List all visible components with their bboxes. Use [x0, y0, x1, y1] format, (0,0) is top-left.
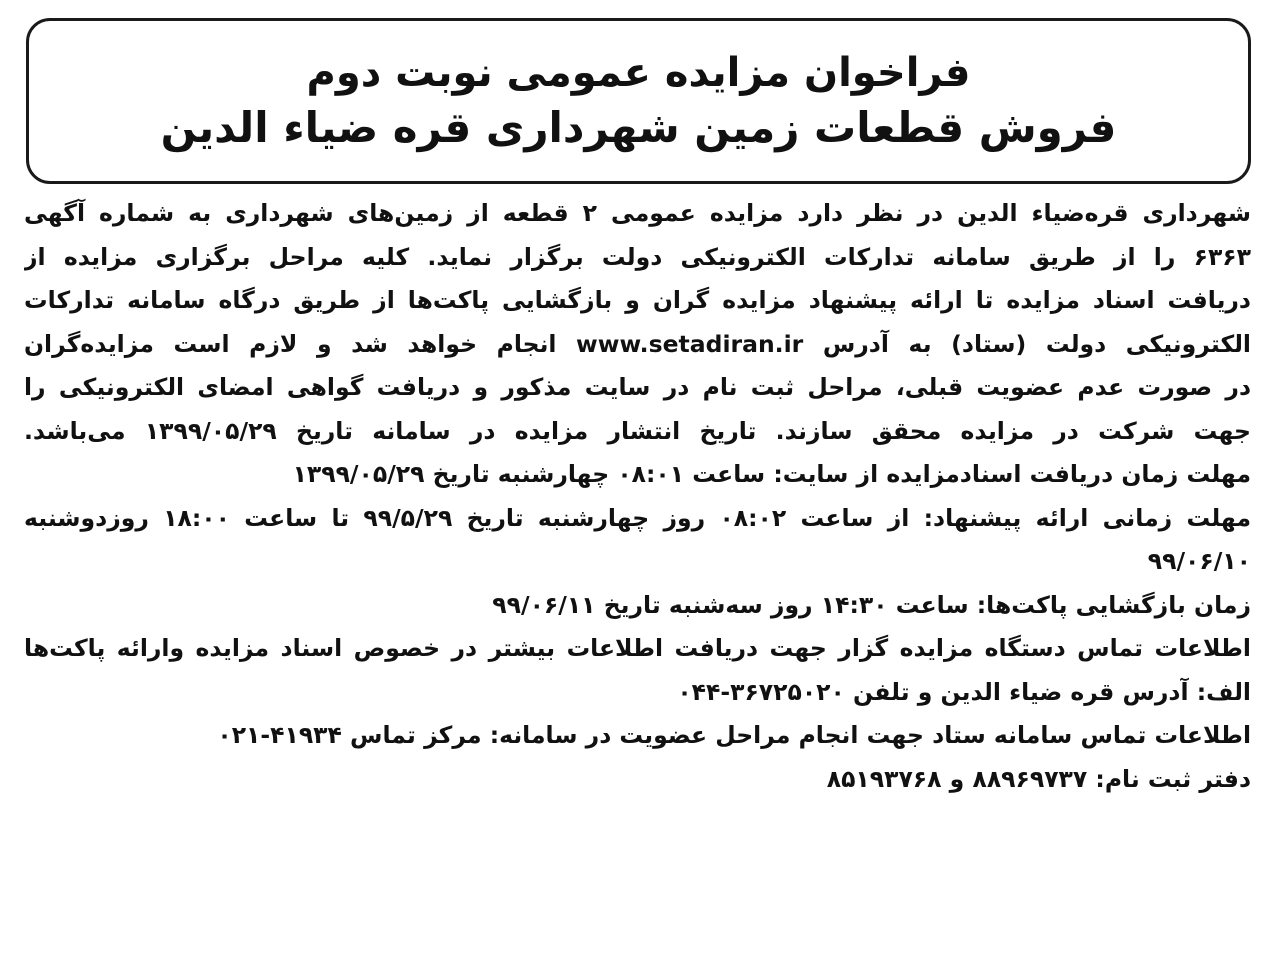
body-line-2: ۶۳۶۳ را از طریق سامانه تدارکات الکترونیکی دولت برگزار نماید. کلیه مراحل برگزاری مزایده از: [24, 242, 1251, 271]
auction-notice: [14, 10, 1261, 950]
organizer-address-phone: الف: آدرس قره ضیاء الدین و تلفن ۳۶۷۲۵۰۲۰-۰۴۴: [677, 677, 1251, 706]
notice-body: [24, 192, 1251, 944]
notice-header: [26, 18, 1251, 184]
organizer-contact-heading: اطلاعات تماس دستگاه مزایده گزار جهت دریافت اطلاعات بیشتر در خصوص اسناد مزایده وارائه پاکت‌ها: [24, 634, 1251, 662]
bid-submission-period: مهلت زمانی ارائه پیشنهاد: از ساعت ۰۸:۰۲ روز چهارشنبه تاریخ ۹۹/۵/۲۹ تا ساعت ۱۸:۰۰ روزدوشنبه: [24, 503, 1251, 532]
envelope-opening-time: زمان بازگشایی پاکت‌ها: ساعت ۱۴:۳۰ روز سه‌شنبه تاریخ ۹۹/۰۶/۱۱: [492, 590, 1251, 619]
body-line-3: دریافت اسناد مزایده تا ارائه پیشنهاد مزایده گران و بازگشایی پاکت‌ها از طریق درگاه سامانه تدارکات: [24, 286, 1251, 314]
bid-submission-end-date: ۹۹/۰۶/۱۰: [1147, 547, 1251, 575]
body-line-4: الکترونیکی دولت (ستاد) به آدرس www.setadiran.ir انجام خواهد شد و لازم است مزایده‌گران: [24, 329, 1251, 358]
body-line-6: جهت شرکت در مزایده محقق سازند. تاریخ انتشار مزایده در سامانه تاریخ ۱۳۹۹/۰۵/۲۹ می‌باشد.: [24, 416, 1251, 445]
notice-title: فراخوان مزایده عمومی نوبت دوم: [306, 49, 971, 96]
notice-subtitle: فروش قطعات زمین شهرداری قره ضیاء الدین: [160, 102, 1117, 152]
body-line-1: شهرداری قره‌ضیاء الدین در نظر دارد مزایده عمومی ۲ قطعه از زمین‌های شهرداری به شماره آگهی: [24, 199, 1251, 227]
registration-office-phones: دفتر ثبت نام: ۸۸۹۶۹۷۳۷ و ۸۵۱۹۳۷۶۸: [826, 764, 1251, 793]
documents-deadline: مهلت زمان دریافت اسنادمزایده از سایت: ساعت ۰۸:۰۱ چهارشنبه تاریخ ۱۳۹۹/۰۵/۲۹: [292, 460, 1251, 488]
body-line-5: در صورت عدم عضویت قبلی، مراحل ثبت نام در سایت مذکور و دریافت گواهی امضای الکترونیکی را: [24, 373, 1251, 401]
setad-contact-center: اطلاعات تماس سامانه ستاد جهت انجام مراحل عضویت در سامانه: مرکز تماس ۴۱۹۳۴-۰۲۱: [217, 721, 1251, 749]
